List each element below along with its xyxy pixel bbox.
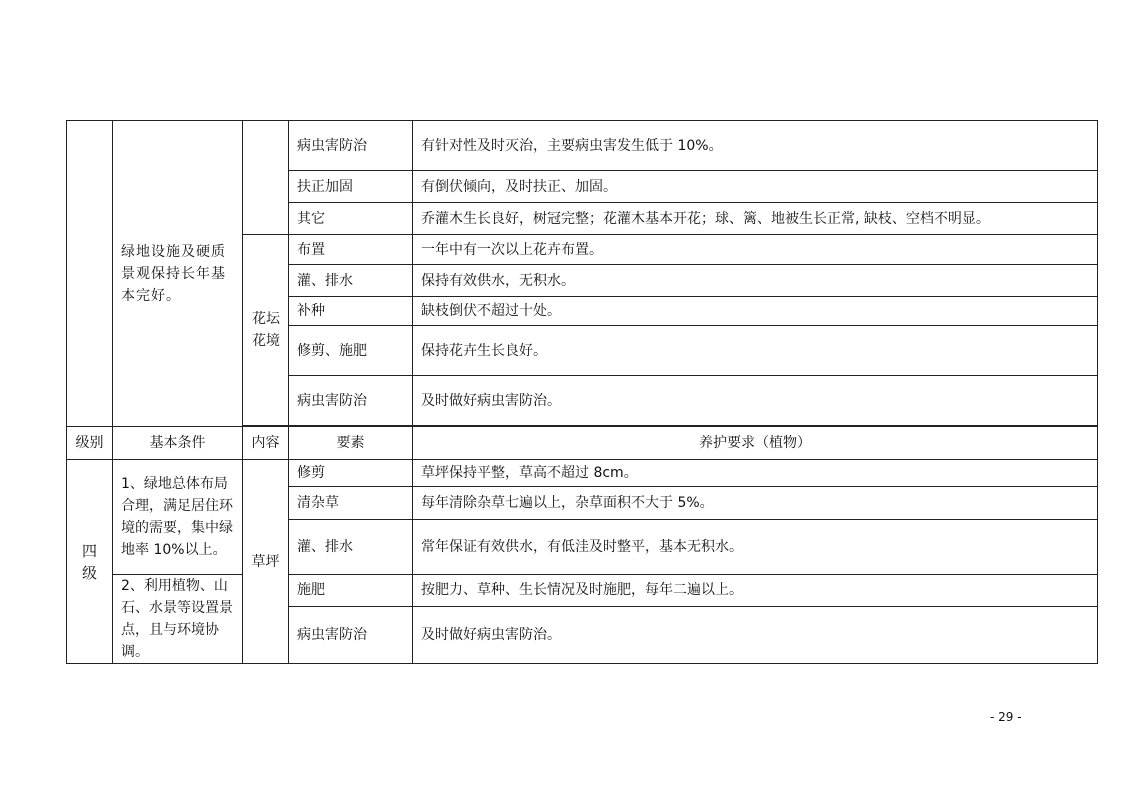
element-cell: 病虫害防治	[289, 376, 413, 426]
requirement-cell: 缺枝倒伏不超过十处。	[413, 297, 1098, 326]
requirement-cell: 乔灌木生长良好，树冠完整；花灌木基本开花；球、篱、地被生长正常, 缺枝、空档不明显。	[413, 203, 1098, 235]
requirement-cell: 及时做好病虫害防治。	[413, 376, 1098, 426]
element-cell: 灌、排水	[289, 265, 413, 297]
level-cell-empty	[67, 121, 113, 427]
content-label: 花坛花境	[252, 311, 280, 349]
element-cell: 病虫害防治	[289, 121, 413, 171]
element-cell: 施肥	[289, 575, 413, 607]
requirement-cell: 一年中有一次以上花卉布置。	[413, 235, 1098, 265]
element-cell: 灌、排水	[289, 520, 413, 575]
content-cell-flowerbed	[243, 235, 289, 426]
requirement-cell: 保持有效供水，无积水。	[413, 265, 1098, 297]
requirement-cell: 常年保证有效供水，有低洼及时整平，基本无积水。	[413, 520, 1098, 575]
element-cell: 布置	[289, 235, 413, 265]
element-cell: 病虫害防治	[289, 606, 413, 663]
header-element: 要素	[289, 427, 413, 460]
element-cell: 补种	[289, 297, 413, 326]
requirement-cell: 有针对性及时灭治，主要病虫害发生低于 10%。	[413, 121, 1098, 171]
condition-cell: 绿地设施及硬质景观保持长年基本完好。	[113, 121, 243, 427]
header-level: 级别	[67, 427, 113, 460]
requirement-cell: 保持花卉生长良好。	[413, 326, 1098, 376]
element-cell: 清杂草	[289, 487, 413, 520]
content-cell-lawn: 草坪	[243, 460, 289, 664]
level-cell: 四级	[67, 460, 113, 664]
requirement-cell: 有倒伏倾向，及时扶正、加固。	[413, 171, 1098, 203]
requirement-cell: 按肥力、草种、生长情况及时施肥，每年二遍以上。	[413, 575, 1098, 607]
maintenance-standards-table	[66, 120, 1098, 664]
header-condition: 基本条件	[113, 427, 243, 460]
requirement-cell: 每年清除杂草七遍以上，杂草面积不大于 5%。	[413, 487, 1098, 520]
header-requirement: 养护要求（植物）	[413, 427, 1098, 460]
page-number: - 29 -	[990, 710, 1022, 724]
element-cell: 修剪、施肥	[289, 326, 413, 376]
element-cell: 修剪	[289, 460, 413, 487]
element-cell: 其它	[289, 203, 413, 235]
content-cell-empty	[243, 121, 289, 235]
requirement-cell: 草坪保持平整，草高不超过 8cm。	[413, 460, 1098, 487]
condition-cell-1: 1、绿地总体布局合理，满足居住环境的需要，集中绿地率 10%以上。	[113, 460, 243, 575]
requirement-cell: 及时做好病虫害防治。	[413, 606, 1098, 663]
header-content: 内容	[243, 427, 289, 460]
element-cell: 扶正加固	[289, 171, 413, 203]
condition-cell-2: 2、利用植物、山石、水景等设置景点，且与环境协调。	[113, 575, 243, 664]
